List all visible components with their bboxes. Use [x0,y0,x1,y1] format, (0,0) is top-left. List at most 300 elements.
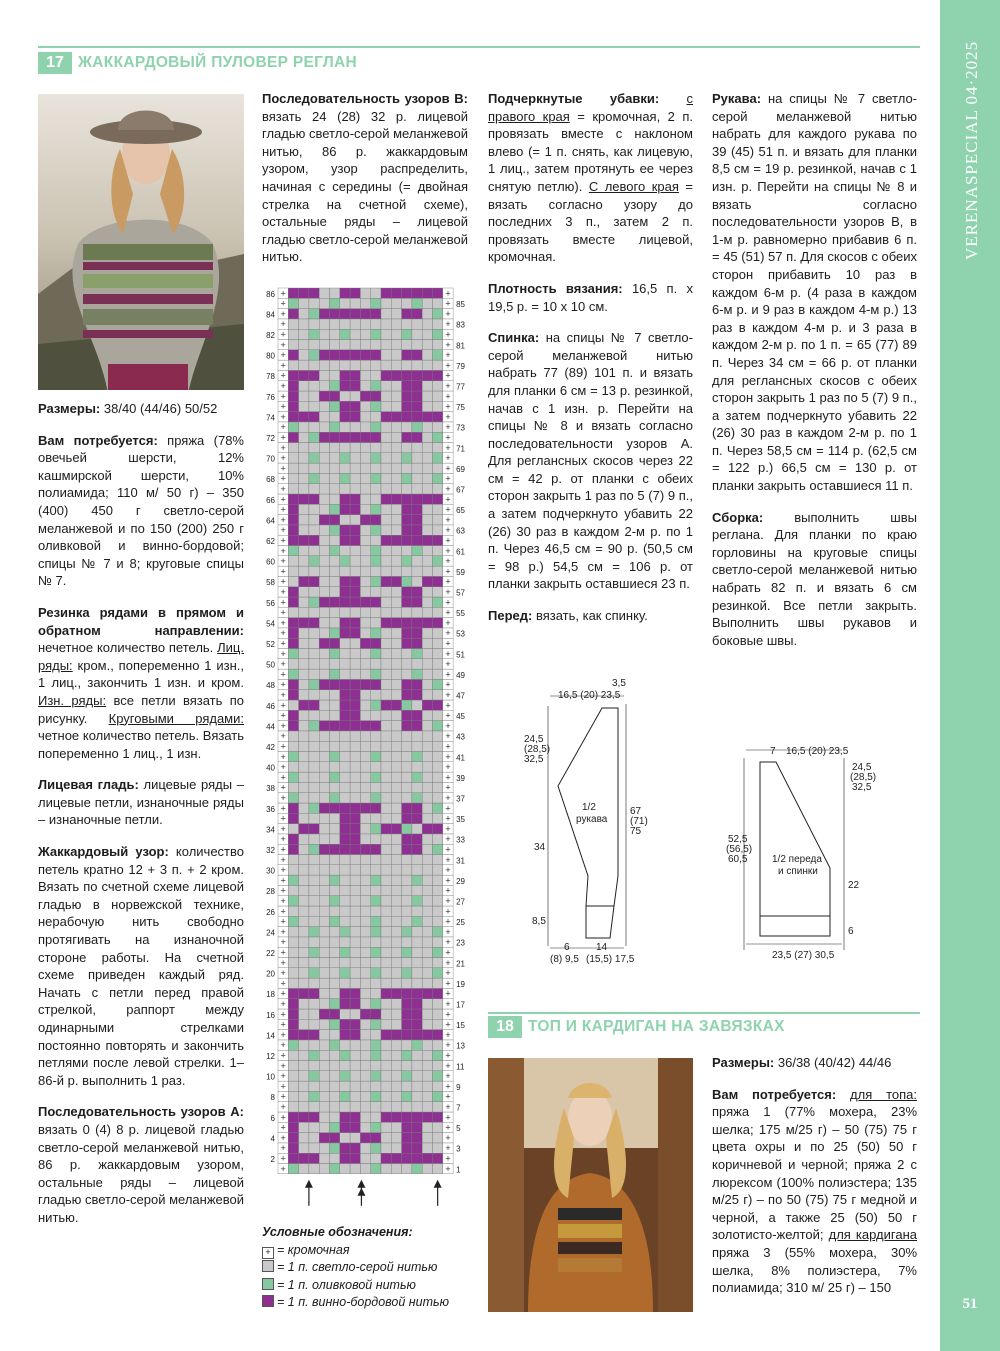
chart-cell [433,875,443,885]
chart-cell [381,391,391,401]
edge-stitch-mark: + [280,741,286,752]
chart-cell [340,638,350,648]
chart-cell [340,999,350,1009]
chart-cell [412,288,422,298]
chart-cell [422,896,432,906]
edge-stitch-mark: + [280,926,286,937]
chart-cell [299,659,309,669]
chart-cell [288,1112,298,1122]
chart-cell [350,824,360,834]
chart-cell [309,978,319,988]
chart-cell [309,463,319,473]
edge-stitch-mark: + [280,957,286,968]
chart-cell [350,988,360,998]
chart-cell [433,865,443,875]
chart-cell [340,1133,350,1143]
chart-cell [412,329,422,339]
chart-cell [360,669,370,679]
chart-cell [299,607,309,617]
chart-cell [330,432,340,442]
chart-cell [371,556,381,566]
chart-row-label: 32 [266,846,275,855]
chart-cell [309,370,319,380]
chart-cell [309,597,319,607]
chart-cell [381,453,391,463]
chart-cell [340,504,350,514]
chart-cell [371,1019,381,1029]
chart-cell [288,566,298,576]
chart-cell [412,556,422,566]
chart-cell [402,782,412,792]
chart-cell [391,741,401,751]
chart-cell [350,556,360,566]
chart-cell [402,1112,412,1122]
pullover-photo-illustration [38,94,244,390]
chart-cell [360,793,370,803]
chart-cell [288,1091,298,1101]
chart-cell [371,710,381,720]
chart-cell [340,731,350,741]
chart-cell [381,422,391,432]
chart-cell [422,422,432,432]
chart-cell [350,700,360,710]
chart-cell [381,484,391,494]
edge-stitch-mark: + [280,298,286,309]
edge-stitch-mark: + [280,885,286,896]
chart-row-label: 44 [266,722,275,732]
chart-cell [391,484,401,494]
chart-cell [288,391,298,401]
chart-cell [402,772,412,782]
chart-cell [330,1143,340,1153]
chart-cell [422,288,432,298]
chart-cell [288,1133,298,1143]
chart-cell [309,401,319,411]
chart-cell [299,587,309,597]
chart-cell [381,1030,391,1040]
edge-stitch-mark: + [445,844,451,855]
chart-cell [371,752,381,762]
rib-purl-label: Изн. ряды: [38,692,107,708]
chart-cell [299,329,309,339]
edge-stitch-mark: + [280,679,286,690]
chart-cell [309,1143,319,1153]
chart-cell [288,638,298,648]
chart-cell [319,937,329,947]
chart-cell [299,649,309,659]
chart-cell [340,700,350,710]
chart-cell [360,412,370,422]
chart-cell [330,401,340,411]
chart-cell [371,937,381,947]
chart-cell [330,566,340,576]
chart-cell [309,875,319,885]
chart-cell [391,412,401,422]
chart-cell [309,576,319,586]
chart-cell [288,700,298,710]
chart-cell [309,360,319,370]
chart-cell [340,597,350,607]
chart-cell [391,1143,401,1153]
chart-cell [330,968,340,978]
gray-swatch [262,1260,274,1272]
chart-cell [402,721,412,731]
chart-cell [371,669,381,679]
chart-row-label: 13 [456,1041,466,1051]
chart-cell [412,1153,422,1163]
chart-cell [391,1122,401,1132]
chart-cell [381,432,391,442]
chart-cell [319,453,329,463]
chart-cell [422,741,432,751]
chart-row-label: 77 [456,382,466,392]
chart-row-label: 76 [266,392,275,402]
repeat-arrow-icon [434,1180,442,1206]
chart-cell [360,350,370,360]
chart-cell [391,1091,401,1101]
chart-cell [360,690,370,700]
chart-cell [402,576,412,586]
chart-cell [422,710,432,720]
chart-cell [288,968,298,978]
sequence-a-paragraph [38,1103,244,1226]
chart-row-label: 82 [266,331,275,340]
chart-cell [433,422,443,432]
chart-cell [360,803,370,813]
body-raglan-3: 32,5 [852,782,872,793]
edge-stitch-mark: + [445,442,451,453]
chart-cell [350,535,360,545]
chart-cell [371,1040,381,1050]
chart-cell [299,443,309,453]
edge-stitch-mark: + [445,1071,451,1082]
chart-cell [381,896,391,906]
chart-cell [402,381,412,391]
chart-cell [422,350,432,360]
body-top-width: 16,5 (20) 23,5 [786,746,849,757]
chart-cell [330,1030,340,1040]
chart-cell [319,329,329,339]
chart-cell [402,875,412,885]
chart-cell [391,576,401,586]
chart-cell [340,1071,350,1081]
chart-cell [360,906,370,916]
chart-cell [299,1061,309,1071]
chart-cell [350,937,360,947]
chart-cell [330,958,340,968]
chart-cell [433,1112,443,1122]
chart-cell [319,391,329,401]
chart-cell [433,463,443,473]
chart-cell [288,484,298,494]
chart-cell [350,803,360,813]
edge-stitch-mark: + [445,308,451,319]
chart-cell [309,834,319,844]
edge-stitch-mark: + [280,803,286,814]
chart-cell [340,350,350,360]
edge-stitch-mark: + [445,1019,451,1030]
chart-cell [412,875,422,885]
chart-cell [433,484,443,494]
section-18-title: ТОП И КАРДИГАН НА ЗАВЯЗКАХ [528,1018,785,1035]
chart-cell [422,968,432,978]
chart-cell [360,360,370,370]
chart-cell [288,504,298,514]
chart-cell [319,1050,329,1060]
chart-cell [371,659,381,669]
chart-cell [288,381,298,391]
chart-cell [350,855,360,865]
sleeve-bottom-left: 6 [564,942,570,953]
chart-row-label: 5 [456,1124,461,1134]
chart-cell [309,741,319,751]
edge-stitch-mark: + [445,484,451,494]
edge-stitch-mark: + [445,628,451,639]
edge-stitch-mark: + [445,1153,451,1164]
chart-cell [340,865,350,875]
chart-cell [433,360,443,370]
chart-cell [433,741,443,751]
chart-cell [340,813,350,823]
chart-cell [433,669,443,679]
chart-cell [309,412,319,422]
legend-text-gray: = 1 п. светло-серой нитью [277,1260,438,1274]
chart-cell [360,1091,370,1101]
chart-cell [433,329,443,339]
chart-cell [350,721,360,731]
edge-stitch-mark: + [280,288,286,299]
chart-cell [433,340,443,350]
chart-cell [340,927,350,937]
chart-row-label: 40 [266,763,275,773]
chart-row-label: 23 [456,938,466,948]
chart-cell [299,679,309,689]
chart-cell [319,412,329,422]
chart-cell [360,885,370,895]
chart-cell [371,782,381,792]
chart-row-label: 64 [266,516,275,526]
chart-cell [381,1081,391,1091]
chart-cell [288,1009,298,1019]
chart-cell [350,638,360,648]
chart-cell [309,309,319,319]
edge-stitch-mark: + [445,648,451,659]
chart-cell [381,618,391,628]
chart-cell [371,340,381,350]
chart-cell [433,782,443,792]
chart-cell [340,916,350,926]
chart-cell [309,1153,319,1163]
edge-stitch-mark: + [280,793,286,803]
chart-cell [319,927,329,937]
chart-cell [350,1133,360,1143]
chart-cell [319,741,329,751]
chart-cell [422,504,432,514]
edge-stitch-mark: + [445,1060,451,1071]
chart-cell [330,721,340,731]
chart-cell [309,556,319,566]
chart-cell [288,885,298,895]
chart-cell [412,298,422,308]
edge-stitch-mark: + [280,514,286,525]
chart-cell [288,1030,298,1040]
chart-cell [309,721,319,731]
chart-cell [299,669,309,679]
chart-cell [371,576,381,586]
chart-cell [422,1122,432,1132]
chart-cell [391,360,401,370]
edge-stitch-mark: + [280,813,286,824]
chart-cell [381,535,391,545]
edge-stitch-mark: + [280,1091,286,1102]
chart-cell [299,793,309,803]
chart-cell [360,576,370,586]
chart-cell [340,710,350,720]
chart-cell [371,1061,381,1071]
chart-cell [319,1153,329,1163]
chart-cell [288,958,298,968]
chart-cell [288,607,298,617]
chart-cell [360,1153,370,1163]
chart-cell [340,1061,350,1071]
s18-top-label: для топа: [850,1086,917,1102]
chart-cell [350,1040,360,1050]
edge-stitch-mark: + [445,1163,451,1174]
column-4-text [712,90,917,663]
chart-cell [319,978,329,988]
chart-cell [412,752,422,762]
chart-cell [391,700,401,710]
chart-cell [340,587,350,597]
chart-cell [309,1050,319,1060]
edge-stitch-mark: + [280,587,286,597]
chart-cell [309,381,319,391]
chart-cell [350,710,360,720]
chart-cell [391,587,401,597]
edge-stitch-swatch: + [262,1247,274,1259]
chart-cell [422,515,432,525]
edge-stitch-mark: + [280,1019,286,1030]
chart-cell [371,473,381,483]
chart-cell [288,865,298,875]
chart-cell [422,782,432,792]
chart-cell [422,432,432,442]
chart-cell [391,865,401,875]
chart-cell [371,494,381,504]
chart-cell [402,370,412,380]
chart-cell [309,824,319,834]
chart-cell [391,546,401,556]
chart-cell [412,855,422,865]
chart-row-label: 61 [456,547,466,557]
chart-cell [299,906,309,916]
edge-stitch-mark: + [445,947,451,958]
chart-cell [350,999,360,1009]
chart-cell [371,597,381,607]
chart-cell [402,298,412,308]
chart-cell [433,1019,443,1029]
chart-cell [330,999,340,1009]
chart-cell [391,1081,401,1091]
chart-cell [391,432,401,442]
chart-cell [433,1040,443,1050]
chart-cell [330,906,340,916]
chart-cell [433,885,443,895]
chart-cell [288,473,298,483]
chart-cell [391,463,401,473]
section-18-rule [488,1012,920,1014]
legend-text-burgundy: = 1 п. винно-бордовой нитью [277,1295,450,1309]
chart-cell [402,824,412,834]
chart-cell [340,968,350,978]
chart-cell [340,690,350,700]
chart-cell [391,494,401,504]
chart-cell [402,484,412,494]
s18-materials-paragraph [712,1086,917,1297]
legend-title: Условные обозначения: [262,1225,413,1239]
chart-row-label: 41 [456,753,466,763]
chart-cell [371,381,381,391]
edge-stitch-mark: + [445,1050,451,1061]
edge-stitch-mark: + [445,638,451,649]
chart-cell [288,360,298,370]
chart-cell [340,463,350,473]
chart-cell [350,762,360,772]
chart-cell [360,1102,370,1112]
chart-cell [402,1019,412,1029]
chart-cell [381,1164,391,1174]
chart-row-label: 15 [456,1021,466,1031]
body-label-1: 1/2 переда [772,854,822,865]
chart-cell [319,597,329,607]
chart-cell [309,587,319,597]
chart-cell [330,1040,340,1050]
chart-cell [350,1122,360,1132]
chart-cell [360,1133,370,1143]
chart-cell [412,700,422,710]
chart-cell [299,1102,309,1112]
chart-cell [402,1009,412,1019]
chart-cell [340,391,350,401]
chart-cell [319,690,329,700]
chart-cell [402,710,412,720]
chart-cell [340,1081,350,1091]
chart-cell [412,463,422,473]
chart-cell [412,1009,422,1019]
chart-cell [288,587,298,597]
chart-cell [309,999,319,1009]
chart-cell [412,1091,422,1101]
chart-cell [412,649,422,659]
chart-cell [350,741,360,751]
chart-cell [433,576,443,586]
chart-cell [319,515,329,525]
chart-cell [330,298,340,308]
edge-stitch-mark: + [280,854,286,865]
chart-cell [360,1009,370,1019]
edge-stitch-mark: + [445,381,451,391]
edge-stitch-mark: + [445,854,451,865]
chart-cell [350,731,360,741]
chart-cell [288,731,298,741]
chart-cell [299,401,309,411]
chart-cell [371,288,381,298]
chart-row-label: 65 [456,506,466,516]
chart-cell [340,1019,350,1029]
edge-stitch-mark: + [445,710,451,721]
chart-cell [340,1030,350,1040]
chart-cell [319,309,329,319]
